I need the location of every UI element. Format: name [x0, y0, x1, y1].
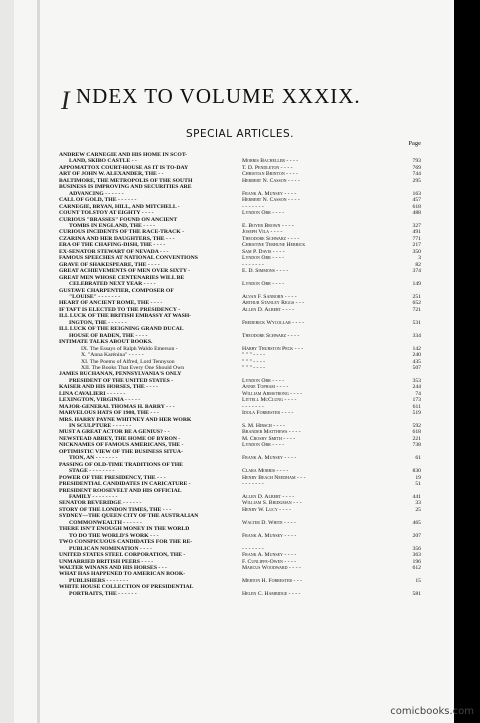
entry-page-number: 295: [412, 177, 421, 184]
entry-page-number: 611: [412, 403, 421, 410]
entry-title-line: CALL OF GOLD, THE - - - - - -: [59, 197, 137, 204]
entry-page-number: 163: [412, 190, 421, 197]
entry-title-line: NEWSTEAD ABBEY, THE HOME OF BYRON -: [59, 435, 181, 442]
entry-page-number: 173: [412, 397, 421, 404]
entry-page-number: 721: [412, 306, 421, 313]
entry-title: [59, 275, 236, 288]
entry-author: Henry Beach Needham - - -: [242, 474, 306, 481]
entry-page-number: 507: [412, 364, 421, 371]
entry-title-line: WALTER WINANS AND HIS HORSES - - -: [59, 565, 167, 571]
entry-title-line: MRS. HARRY PAYNE WHITNEY AND HER WORK: [59, 416, 192, 423]
index-entry: [59, 584, 421, 597]
entry-title-line: BALTIMORE, THE METROPOLIS OF THE SOUTH: [59, 177, 193, 184]
entry-author: Herbert N. Casson - - - -: [242, 197, 300, 204]
entry-title-line: WHITE HOUSE COLLECTION OF PRESIDENTIAL: [59, 584, 194, 591]
entry-author: Morris Bacheller - - - -: [242, 158, 299, 165]
entry-author: Lyndon Orr - - - -: [242, 442, 285, 449]
entry-page-number: 61: [415, 455, 421, 462]
entry-title-line: XI. The Poems of Alfred, Lord Tennyson: [81, 358, 175, 365]
entry-title-line: LINA CAVALIERI - - - - - -: [59, 390, 126, 397]
entry-page-number: 82: [415, 261, 421, 268]
entry-title: [59, 152, 236, 165]
title-dropcap: I: [61, 86, 70, 115]
entry-title-line: IX. The Essays of Ralph Waldo Emerson -: [81, 345, 178, 352]
entry-author: Theodore Schwarz - - - -: [242, 332, 300, 339]
entry-author: " " " - - - -: [242, 364, 266, 371]
entry-author: Allen D. Albert - - - -: [242, 494, 295, 501]
page-content: [59, 0, 421, 723]
entry-page-number: 457: [412, 197, 421, 204]
entry-page-number: 769: [412, 164, 421, 171]
entry-title-line: GUSTAVE CHARPENTIER, COMPOSER OF: [59, 287, 174, 294]
entry-page-number: 217: [412, 242, 421, 249]
index-entry: [59, 371, 421, 384]
entry-page-number: 3: [418, 255, 421, 262]
index-entry: [59, 513, 421, 526]
entry-author: Frank A. Munsey - - - -: [242, 552, 297, 559]
entry-author: Frank A. Munsey - - - -: [242, 455, 297, 462]
entry-author: T. D. Pendleton - - - -: [242, 164, 293, 171]
entry-title-line: ILL LUCK OF THE REIGNING GRAND DUCAL: [59, 326, 184, 333]
entry-title-line: PUBLICAN NOMINATION - - - -: [69, 545, 152, 552]
entry-title-line: MARVELOUS HATS OF 1908, THE - - -: [59, 410, 159, 417]
entry-title: [59, 571, 236, 584]
entry-title-line: ADVANCING - - - - - -: [69, 190, 124, 197]
entry-title: [59, 417, 236, 430]
entry-title-line: MUST A GREAT ACTOR BE A GENIUS? - -: [59, 429, 170, 436]
entry-page-number: 793: [412, 158, 421, 165]
entry-title-line: XII. The Books That Every One Should Own: [81, 364, 185, 371]
entry-title-line: IF TAFT IS ELECTED TO THE PRESIDENCY -: [59, 306, 181, 313]
entry-title-line: THERE ISN'T ENOUGH MONEY IN THE WORLD: [59, 526, 190, 533]
entry-author: Allen D. Albert - - - -: [242, 306, 295, 313]
entry-title-line: MAJOR-GENERAL THOMAS H. BARRY - - -: [59, 403, 175, 410]
entry-author: Theodore Schwarz - - - -: [242, 235, 300, 242]
entry-page-number: 207: [412, 532, 421, 539]
entry-title-line: STAGE - - - - - - - -: [69, 468, 115, 475]
entry-title-line: BUSINESS IS IMPROVING AND SECURITIES ARE: [59, 184, 192, 191]
entry-author: Clara Morris - - - -: [242, 468, 289, 475]
entry-page-number: 149: [412, 281, 421, 288]
index-entry: [59, 184, 421, 197]
entry-title-line: TWO CONSPICUOUS CANDIDATES FOR THE RE-: [59, 539, 193, 546]
entry-title-line: HOUSE OF BADEN, THE - - - -: [69, 332, 148, 339]
index-entry: [59, 526, 421, 539]
entry-page-number: 327: [412, 222, 421, 229]
entry-author: Herbert N. Casson - - - -: [242, 177, 300, 184]
entry-author: Lyndon Orr - - - -: [242, 281, 285, 288]
index-entries: [59, 152, 421, 597]
entry-page-number: 33: [415, 500, 421, 507]
entry-title: [59, 584, 236, 597]
entry-title-line: JAMES BUCHANAN, PENNSYLVANIA'S ONLY: [59, 371, 182, 378]
entry-title: [59, 513, 236, 526]
entry-title-line: TION, AN - - - - - - -: [69, 455, 118, 462]
entry-page-number: 592: [412, 423, 421, 430]
entry-author: William Armstrong - - - -: [242, 390, 303, 397]
entry-title-line: X. "Anna Karénina" - - - - -: [81, 352, 144, 359]
entry-author: Lyndon Orr - - - -: [242, 210, 285, 217]
entry-title-line: TOMBS IN ENGLAND, THE - - - -: [69, 222, 156, 229]
entry-author: Walter D. White - - - -: [242, 519, 296, 526]
entry-title-line: POWER OF THE PRESIDENCY, THE - - -: [59, 474, 166, 481]
entry-author: Harry Thurston Peck - - -: [242, 345, 304, 352]
entry-title-line: PORTRAITS, THE - - - - - -: [69, 590, 137, 597]
entry-page-number: 25: [415, 506, 421, 513]
entry-author: Christian Brinton - - - -: [242, 171, 298, 178]
entry-author: Lyndon Orr - - - -: [242, 255, 285, 262]
entry-page-number: 744: [412, 171, 421, 178]
entry-page-number: 363: [412, 552, 421, 559]
entry-title: [59, 539, 236, 552]
watermark: comicbooks.com: [390, 706, 474, 717]
entry-author: William S. Bridgman - - -: [242, 500, 302, 507]
page-title: NDEX TO VOLUME XXXIX.: [76, 84, 361, 108]
entry-page-number: 334: [412, 332, 421, 339]
entry-title-line: GRAVE OF SHAKESPEARE, THE - - - -: [59, 261, 160, 268]
entry-page-number: 196: [412, 558, 421, 565]
entry-page-number: 240: [412, 352, 421, 359]
entry-title-line: PRESIDENTIAL CANDIDATES IN CARICATURE -: [59, 481, 191, 488]
entry-author: Frank A. Munsey - - - -: [242, 532, 297, 539]
index-entry: [59, 217, 421, 230]
entry-title-line: "LOUISE" - - - - - - -: [69, 293, 121, 300]
entry-page-number: 771: [412, 235, 421, 242]
entry-title-line: CURIOUS INCIDENTS OF THE RACE-TRACK -: [59, 229, 184, 236]
entry-author: Annie Topham - - - -: [242, 384, 289, 391]
entry-author: F. Cunliffe-Owen - - - -: [242, 558, 297, 565]
entry-page-number: 74: [415, 390, 421, 397]
entry-author: " " " - - - -: [242, 358, 266, 365]
index-entry: [59, 571, 421, 584]
entry-title-line: EX-SENATOR STEWART OF NEVADA - - -: [59, 248, 169, 255]
entry-author: Marcus Woodward - - - -: [242, 565, 301, 571]
entry-title-line: STORY OF THE LONDON TIMES, THE - - -: [59, 506, 172, 513]
index-entry: [59, 313, 421, 326]
entry-author: Sam P. Davis - - - -: [242, 248, 285, 255]
entry-author: Alvan F. Sanborn - - - -: [242, 293, 297, 300]
index-entry: [59, 152, 421, 165]
entry-title-line: LAND, SKIBO CASTLE - -: [69, 158, 137, 165]
entry-page-number: 531: [412, 319, 421, 326]
entry-page-number: 441: [412, 494, 421, 501]
index-entry: [59, 326, 421, 339]
index-entry: [59, 539, 421, 552]
entry-title-line: WHAT HAS HAPPENED TO AMERICAN BOOK-: [59, 571, 186, 578]
entry-title: [59, 526, 236, 539]
entry-author: - - - - - - -: [242, 261, 264, 268]
entry-page-number: 435: [412, 358, 421, 365]
entry-title-line: COUNT TOLSTOY AT EIGHTY - - - -: [59, 210, 154, 217]
entry-author: Merton H. Forrester - - -: [242, 577, 303, 584]
index-entry: [59, 288, 421, 301]
entry-page-number: 356: [412, 545, 421, 552]
entry-page-number: 142: [412, 345, 421, 352]
entry-title-line: OPTIMISTIC VIEW OF THE BUSINESS SITUA-: [59, 448, 183, 455]
entry-author: E. Boyer Brown - - - -: [242, 222, 294, 229]
entry-title-line: CZARINA AND HER DAUGHTERS, THE - - -: [59, 235, 175, 242]
entry-page-number: 581: [412, 590, 421, 597]
entry-title: [59, 462, 236, 475]
entry-title-line: KAISER AND HIS HORSES, THE - - - -: [59, 384, 158, 391]
entry-author: Littell McClung - - - -: [242, 397, 297, 404]
entry-title-line: GREAT ACHIEVEMENTS OF MEN OVER SIXTY -: [59, 268, 191, 275]
entry-title-line: CELEBRATED NEXT YEAR - - - -: [69, 281, 156, 288]
entry-page-number: 353: [412, 377, 421, 384]
entry-title-line: ART OF JOHN W. ALEXANDER, THE - -: [59, 171, 164, 178]
entry-page-number: 374: [412, 268, 421, 275]
page-column-heading: Page: [408, 140, 421, 147]
index-entry: [59, 275, 421, 288]
entry-title-line: IN SCULPTURE - - - - - -: [69, 423, 132, 430]
entry-title: [59, 488, 236, 501]
entry-author: " " " - - - -: [242, 352, 266, 359]
entry-title-line: ERA OF THE CHAFING-DISH, THE - - - -: [59, 242, 166, 249]
entry-author: Henry W. Lucy - - - -: [242, 506, 291, 513]
entry-title-line: CURIOUS "BRASSES" FOUND ON ANCIENT: [59, 216, 178, 223]
entry-title-line: INGTON, THE - - - - - -: [69, 319, 127, 326]
entry-title: [59, 371, 236, 384]
entry-page-number: 618: [412, 429, 421, 436]
entry-title-line: PRESIDENT ROOSEVELT AND HIS OFFICIAL: [59, 487, 182, 494]
index-entry: [59, 449, 421, 462]
section-heading: SPECIAL ARTICLES.: [186, 128, 294, 140]
entry-page-number: 491: [412, 229, 421, 236]
entry-author: Lyndon Orr - - - -: [242, 377, 285, 384]
entry-title: [59, 288, 236, 301]
entry-title: [59, 217, 236, 230]
entry-title-line: FAMOUS SPEECHES AT NATIONAL CONVENTIONS: [59, 255, 198, 262]
entry-title-line: LEXINGTON, VIRGINIA - - - - -: [59, 397, 141, 404]
entry-author: M. Crosby Smith - - - -: [242, 435, 296, 442]
entry-page-number: 618: [412, 203, 421, 210]
entry-page-number: 488: [412, 210, 421, 217]
entry-title-line: APPOMATTOX COURT-HOUSE AS IT IS TO-DAY: [59, 164, 189, 171]
entry-title-line: UNMARRIED BRITISH PEERS - - - -: [59, 558, 154, 565]
entry-author: Joseph Vila - - - -: [242, 229, 283, 236]
index-entry: [59, 462, 421, 475]
entry-title: [59, 184, 236, 197]
entry-page-number: 519: [412, 410, 421, 417]
entry-author: S. M. Hirsch - - - -: [242, 423, 286, 430]
entry-page-number: 19: [415, 474, 421, 481]
entry-title-line: SYDNEY—THE QUEEN CITY OF THE AUSTRALIAN: [59, 513, 199, 520]
entry-author: Idola Forrester - - - -: [242, 410, 294, 417]
entry-title-line: ANDREW CARNEGIE AND HIS HOME IN SCOT-: [59, 152, 187, 158]
entry-title: [59, 313, 236, 326]
entry-title-line: SENATOR BEVERIDGE - - - - - -: [59, 500, 142, 507]
entry-title-line: ILL LUCK OF THE BRITISH EMBASSY AT WASH-: [59, 313, 192, 320]
entry-page-number: 15: [415, 577, 421, 584]
entry-page-number: 612: [412, 565, 421, 571]
index-entry: [59, 417, 421, 430]
entry-title: [59, 326, 236, 339]
index-entry: [59, 488, 421, 501]
entry-page-number: 244: [412, 384, 421, 391]
entry-title-line: TO DO THE WORLD'S WORK - - -: [69, 532, 159, 539]
entry-title-line: COMMONWEALTH - - - - - -: [69, 519, 142, 526]
entry-page-number: 830: [412, 468, 421, 475]
entry-page-number: 738: [412, 442, 421, 449]
entry-author: Helen C. Hambidge - - - -: [242, 590, 301, 597]
entry-author: Christine Terhune Herrick: [242, 242, 306, 249]
entry-page-number: 350: [412, 248, 421, 255]
entry-title-line: NICKNAMES OF FAMOUS AMERICANS, THE -: [59, 442, 184, 449]
entry-author: Frederick Wycollar - - - -: [242, 319, 305, 326]
entry-title-line: PRESIDENT OF THE UNITED STATES -: [69, 377, 174, 384]
entry-title-line: GREAT MEN WHOSE CENTENARIES WILL BE: [59, 274, 185, 281]
entry-author: - - - - - - -: [242, 203, 264, 210]
entry-author: - - - - - - -: [242, 403, 264, 410]
entry-title-line: CARNEGIE, BRYAN, HILL, AND MITCHELL -: [59, 203, 180, 210]
entry-page-number: 221: [412, 435, 421, 442]
entry-title: [59, 449, 236, 462]
entry-page-number: 465: [412, 519, 421, 526]
entry-title-line: UNITED STATES STEEL CORPORATION, THE -: [59, 552, 186, 559]
entry-title-line: FAMILY - - - - - - - -: [69, 494, 118, 501]
entry-title-line: PASSING OF OLD-TIME TRADITIONS OF THE: [59, 461, 183, 468]
page-gutter-line: [37, 0, 40, 723]
entry-page-number: 652: [412, 300, 421, 307]
entry-author: Brander Matthews - - - -: [242, 429, 301, 436]
entry-author: Arthur Stanley Riggs - - -: [242, 300, 305, 307]
page-edge-shadow: [0, 0, 14, 723]
entry-author: - - - - - - -: [242, 545, 264, 552]
entry-title-line: INTIMATE TALKS ABOUT BOOKS.: [59, 339, 153, 346]
entry-author: - - - - - - -: [242, 481, 264, 488]
entry-title-line: PUBLISHERS - - - - - - -: [69, 577, 129, 584]
entry-page-number: 51: [415, 481, 421, 488]
entry-page-number: 251: [412, 293, 421, 300]
entry-author: Frank A. Munsey - - - -: [242, 190, 297, 197]
entry-title-line: HEART OF ANCIENT ROME, THE - - - -: [59, 300, 163, 307]
entry-author: E. D. Simmons - - - -: [242, 268, 289, 275]
